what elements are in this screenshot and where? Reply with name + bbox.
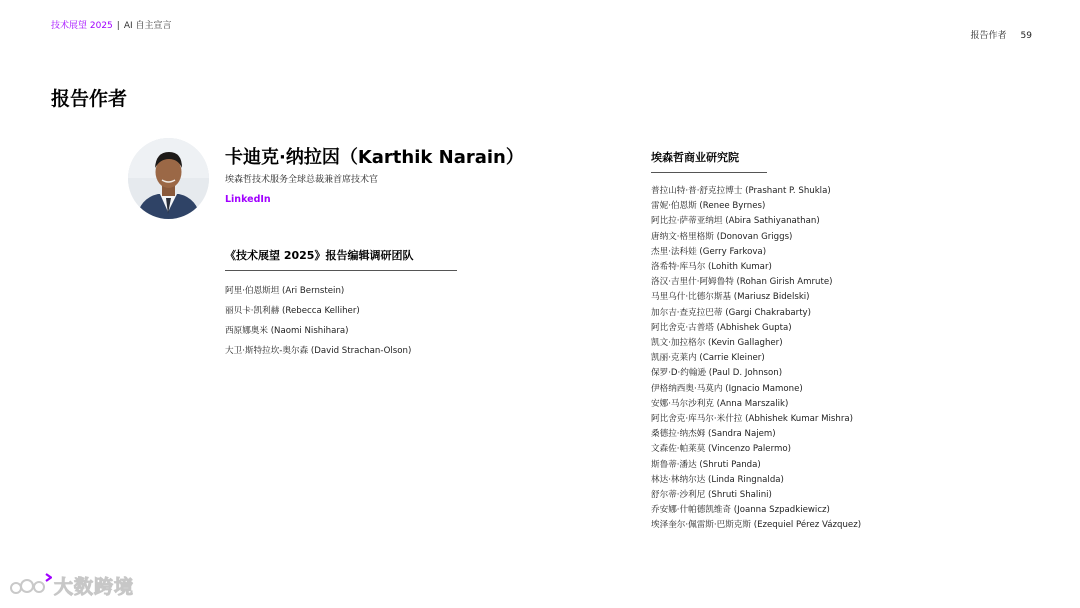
institute-member: 加尔吉·查克拉巴蒂 (Gargi Chakrabarty): [651, 307, 812, 318]
accent-chevron-icon: [8, 570, 52, 600]
institute-member-list: [651, 184, 861, 534]
institute-member: 唐纳文·格里格斯 (Donovan Griggs): [651, 231, 793, 242]
author-role: 埃森哲技术服务全球总裁兼首席技术官: [225, 175, 379, 185]
institute-member: 埃泽奎尔·佩雷斯·巴斯克斯 (Ezequiel Pérez Vázquez): [651, 520, 862, 531]
watermark: [8, 568, 134, 602]
institute-member: 文森佐·帕莱莫 (Vincenzo Palermo): [651, 444, 791, 455]
institute-member: 凯文·加拉格尔 (Kevin Gallagher): [651, 338, 783, 349]
watermark-text: 大数跨境: [54, 575, 135, 598]
section-label: 报告作者: [970, 31, 1007, 41]
team-member: 西原娜奥米 (Naomi Nishihara): [225, 326, 349, 336]
page-header-right: [971, 30, 1032, 42]
institute-member: 杰里·法科娃 (Gerry Farkova): [651, 246, 767, 257]
institute-member: 舒尔蒂·沙利尼 (Shruti Shalini): [651, 490, 772, 501]
institute-divider: [651, 172, 767, 173]
report-subtitle: AI 自主宣言: [123, 21, 172, 31]
institute-member: 桑德拉·纳杰姆 (Sandra Najem): [651, 429, 776, 440]
institute-member: 阿比舍克·库马尔·米什拉 (Abhishek Kumar Mishra): [651, 414, 854, 425]
team-heading: 《技术展望 2025》报告编辑调研团队: [225, 249, 414, 262]
institute-member: 阿比舍克·古普塔 (Abhishek Gupta): [651, 322, 792, 333]
header-separator: |: [116, 21, 120, 31]
page-title: 报告作者: [51, 88, 128, 110]
team-member-list: [225, 281, 411, 361]
institute-member: 斯鲁蒂·潘达 (Shruti Panda): [651, 459, 761, 470]
author-name: 卡迪克·纳拉因（Karthik Narain）: [225, 147, 524, 168]
institute-member: 雷妮·伯恩斯 (Renee Byrnes): [651, 201, 766, 212]
team-divider: [225, 270, 457, 271]
institute-member: 洛希特·库马尔 (Lohith Kumar): [651, 262, 772, 273]
institute-member: 阿比拉·萨蒂亚纳坦 (Abira Sathiyanathan): [651, 216, 820, 227]
institute-member: 安娜·马尔沙利克 (Anna Marszalik): [651, 398, 789, 409]
report-header: [51, 20, 172, 32]
institute-heading: 埃森哲商业研究院: [651, 151, 739, 164]
page-number: 59: [1020, 31, 1032, 41]
institute-member: 马里乌什·比德尔斯基 (Mariusz Bidelski): [651, 292, 810, 303]
institute-member: 保罗·D·约翰逊 (Paul D. Johnson): [651, 368, 783, 379]
team-member: 丽贝卡·凯利赫 (Rebecca Kelliher): [225, 306, 360, 316]
institute-member: 林达·林纳尔达 (Linda Ringnalda): [651, 474, 784, 485]
report-brand: 技术展望 2025: [51, 21, 113, 31]
author-photo: [128, 138, 209, 219]
portrait-image: [128, 138, 209, 219]
team-member: 阿里·伯恩斯坦 (Ari Bernstein): [225, 286, 345, 296]
institute-member: 乔安娜·什帕德凯维奇 (Joanna Szpadkiewicz): [651, 505, 830, 516]
institute-member: 普拉山特·普·舒克拉博士 (Prashant P. Shukla): [651, 186, 831, 196]
institute-member: 洛汉·吉里什·阿姆鲁特 (Rohan Girish Amrute): [651, 277, 833, 288]
linkedin-link[interactable]: LinkedIn: [225, 194, 271, 205]
institute-member: 伊格纳西奥·马莫内 (Ignacio Mamone): [651, 383, 803, 394]
institute-member: 凯丽·克莱内 (Carrie Kleiner): [651, 353, 765, 364]
team-member: 大卫·斯特拉坎-奥尔森 (David Strachan-Olson): [225, 346, 412, 356]
